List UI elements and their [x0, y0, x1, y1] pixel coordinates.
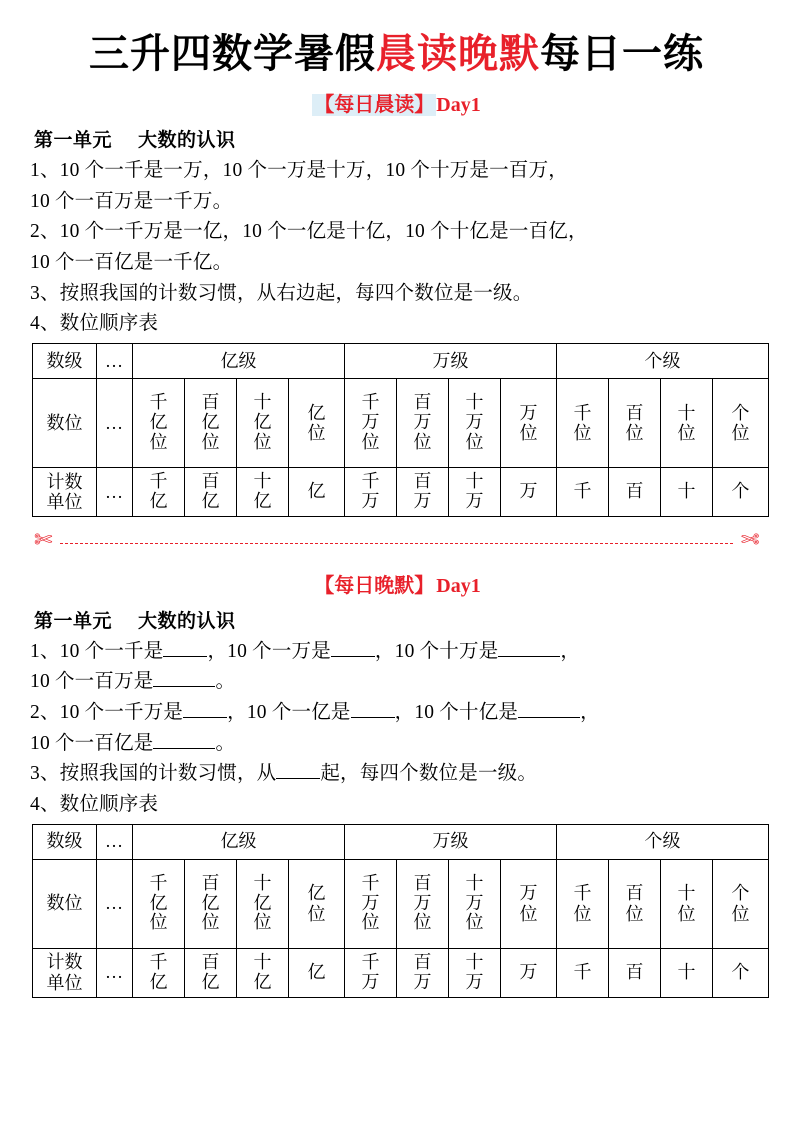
evening-line-2	[30, 667, 763, 697]
level-wan: 万级	[345, 824, 557, 859]
unit-yi: 亿	[289, 467, 345, 516]
evening-line3-c: ，10 个十亿是	[394, 702, 519, 723]
evening-line3-a: 2、10 个一千万是	[30, 702, 184, 723]
unit-shiwan: 十 万	[449, 948, 501, 997]
cut-line-divider	[30, 526, 763, 559]
level-ge: 个级	[557, 343, 769, 378]
row-label-digit: 数位	[33, 859, 97, 948]
answer-blank[interactable]	[153, 748, 215, 749]
morning-line-6: 4、数位顺序表	[30, 313, 159, 335]
answer-blank[interactable]	[498, 656, 560, 657]
level-yi: 亿级	[133, 343, 345, 378]
row-label-unit: 计数 单位	[33, 948, 97, 997]
table-row	[33, 467, 769, 516]
table-row	[33, 824, 769, 859]
evening-line1-a: 1、10 个一千是	[30, 640, 164, 662]
digit-baiwanwei: 百 万 位	[397, 859, 449, 948]
scissors-icon: ✄	[740, 526, 759, 552]
unit-ge: 个	[713, 467, 769, 516]
evening-unit-line	[34, 606, 763, 633]
digit-qianwei: 千 位	[557, 859, 609, 948]
evening-place-value-table	[32, 824, 769, 998]
morning-heading-day: Day1	[436, 94, 481, 116]
evening-line5-a: 3、按照我国的计数习惯，从	[30, 763, 277, 785]
digit-shiwanwei: 十 万 位	[449, 859, 501, 948]
unit-shi: 十	[661, 467, 713, 516]
morning-line-3: 2、10 个一千万是一亿，10 个一亿是十亿，10 个十亿是一百亿，	[30, 221, 588, 243]
digit-qianyiwei: 千 亿 位	[133, 378, 185, 467]
digit-wanwei: 万 位	[501, 859, 557, 948]
row-label-level: 数级	[33, 343, 97, 378]
answer-blank[interactable]	[331, 656, 375, 657]
evening-line-5	[30, 759, 763, 789]
unit-qianwan: 千 万	[345, 948, 397, 997]
answer-blank[interactable]	[518, 717, 580, 718]
digit-wanwei: 万 位	[501, 378, 557, 467]
unit-yi: 亿	[289, 948, 345, 997]
evening-line2-a: 10 个一百万是	[30, 671, 154, 693]
evening-section-heading	[30, 569, 763, 598]
answer-blank[interactable]	[183, 717, 227, 718]
unit-shiyi: 十 亿	[237, 467, 289, 516]
evening-line5-b: 起，每四个数位是一级。	[320, 763, 538, 785]
unit-qian: 千	[557, 467, 609, 516]
digit-yiwei: 亿 位	[289, 378, 345, 467]
answer-blank[interactable]	[153, 686, 215, 687]
evening-line-1	[30, 637, 763, 667]
dots-cell: …	[97, 824, 133, 859]
dots-cell: …	[97, 859, 133, 948]
morning-line-1: 1、10 个一千是一万，10 个一万是十万，10 个十万是一百万，	[30, 160, 568, 181]
unit-qianyi: 千 亿	[133, 948, 185, 997]
morning-line-4: 10 个一百亿是一千亿。	[30, 251, 233, 273]
title-accent: 晨读晚默	[376, 31, 540, 76]
evening-heading-bracket: 【每日晚默】	[314, 574, 435, 597]
unit-wan: 万	[501, 948, 557, 997]
digit-shiyiwei: 十 亿 位	[237, 378, 289, 467]
page-title	[30, 30, 763, 78]
evening-line4-b: 。	[215, 732, 236, 754]
unit-bai: 百	[609, 467, 661, 516]
digit-shiwei: 十 位	[661, 378, 713, 467]
morning-heading-bracket: 【每日晨读】	[314, 94, 435, 116]
level-ge: 个级	[557, 824, 769, 859]
title-part1: 三升四数学暑假	[89, 31, 376, 76]
digit-gewei: 个 位	[713, 378, 769, 467]
morning-unit-name: 大数的认识	[138, 130, 236, 151]
evening-unit-name: 大数的认识	[138, 610, 236, 632]
evening-line1-d: ，	[560, 640, 581, 662]
table-row	[33, 378, 769, 467]
title-part2: 每日一练	[540, 31, 704, 76]
unit-baiwan: 百 万	[397, 948, 449, 997]
morning-place-value-table	[32, 343, 769, 517]
digit-baiwanwei: 百 万 位	[397, 378, 449, 467]
evening-line-4	[30, 729, 763, 759]
digit-baiwei: 百 位	[609, 378, 661, 467]
unit-baiyi: 百 亿	[185, 948, 237, 997]
digit-shiyiwei: 十 亿 位	[237, 859, 289, 948]
evening-heading-day: Day1	[436, 574, 481, 597]
digit-baiyiwei: 百 亿 位	[185, 378, 237, 467]
answer-blank[interactable]	[276, 778, 320, 779]
row-label-unit: 计数 单位	[33, 467, 97, 516]
digit-baiyiwei: 百 亿 位	[185, 859, 237, 948]
evening-line-3	[30, 698, 763, 728]
evening-line1-b: ，10 个一万是	[207, 640, 331, 662]
morning-section-heading	[30, 88, 763, 117]
digit-qianyiwei: 千 亿 位	[133, 859, 185, 948]
level-yi: 亿级	[133, 824, 345, 859]
dots-cell: …	[97, 343, 133, 378]
digit-qianwanwei: 千 万 位	[345, 859, 397, 948]
evening-unit: 第一单元	[34, 610, 113, 632]
answer-blank[interactable]	[163, 656, 207, 657]
evening-line4-a: 10 个一百亿是	[30, 732, 154, 754]
unit-qianyi: 千 亿	[133, 467, 185, 516]
evening-line-6: 4、数位顺序表	[30, 793, 159, 815]
unit-baiwan: 百 万	[397, 467, 449, 516]
answer-blank[interactable]	[351, 717, 395, 718]
digit-shiwanwei: 十 万 位	[449, 378, 501, 467]
digit-shiwei: 十 位	[661, 859, 713, 948]
row-label-level: 数级	[33, 824, 97, 859]
unit-bai: 百	[609, 948, 661, 997]
evening-line3-b: ，10 个一亿是	[227, 702, 351, 723]
evening-line3-d: ，	[580, 702, 600, 723]
evening-line2-b: 。	[215, 671, 236, 693]
digit-gewei: 个 位	[713, 859, 769, 948]
unit-qianwan: 千 万	[345, 467, 397, 516]
digit-baiwei: 百 位	[609, 859, 661, 948]
dots-cell: …	[97, 378, 133, 467]
morning-line-2: 10 个一百万是一千万。	[30, 190, 233, 212]
digit-yiwei: 亿 位	[289, 859, 345, 948]
unit-wan: 万	[501, 467, 557, 516]
scissors-icon: ✄	[34, 526, 53, 552]
unit-ge: 个	[713, 948, 769, 997]
morning-line-5: 3、按照我国的计数习惯，从右边起，每四个数位是一级。	[30, 282, 533, 304]
unit-shiyi: 十 亿	[237, 948, 289, 997]
morning-unit: 第一单元	[34, 130, 113, 151]
table-row	[33, 859, 769, 948]
unit-shi: 十	[661, 948, 713, 997]
morning-unit-line	[34, 125, 763, 152]
dots-cell: …	[97, 948, 133, 997]
dots-cell: …	[97, 467, 133, 516]
table-row	[33, 948, 769, 997]
unit-shiwan: 十 万	[449, 467, 501, 516]
evening-line1-c: ，10 个十万是	[374, 640, 499, 662]
dashed-line	[60, 543, 733, 544]
table-row	[33, 343, 769, 378]
unit-baiyi: 百 亿	[185, 467, 237, 516]
row-label-digit: 数位	[33, 378, 97, 467]
level-wan: 万级	[345, 343, 557, 378]
digit-qianwanwei: 千 万 位	[345, 378, 397, 467]
unit-qian: 千	[557, 948, 609, 997]
digit-qianwei: 千 位	[557, 378, 609, 467]
